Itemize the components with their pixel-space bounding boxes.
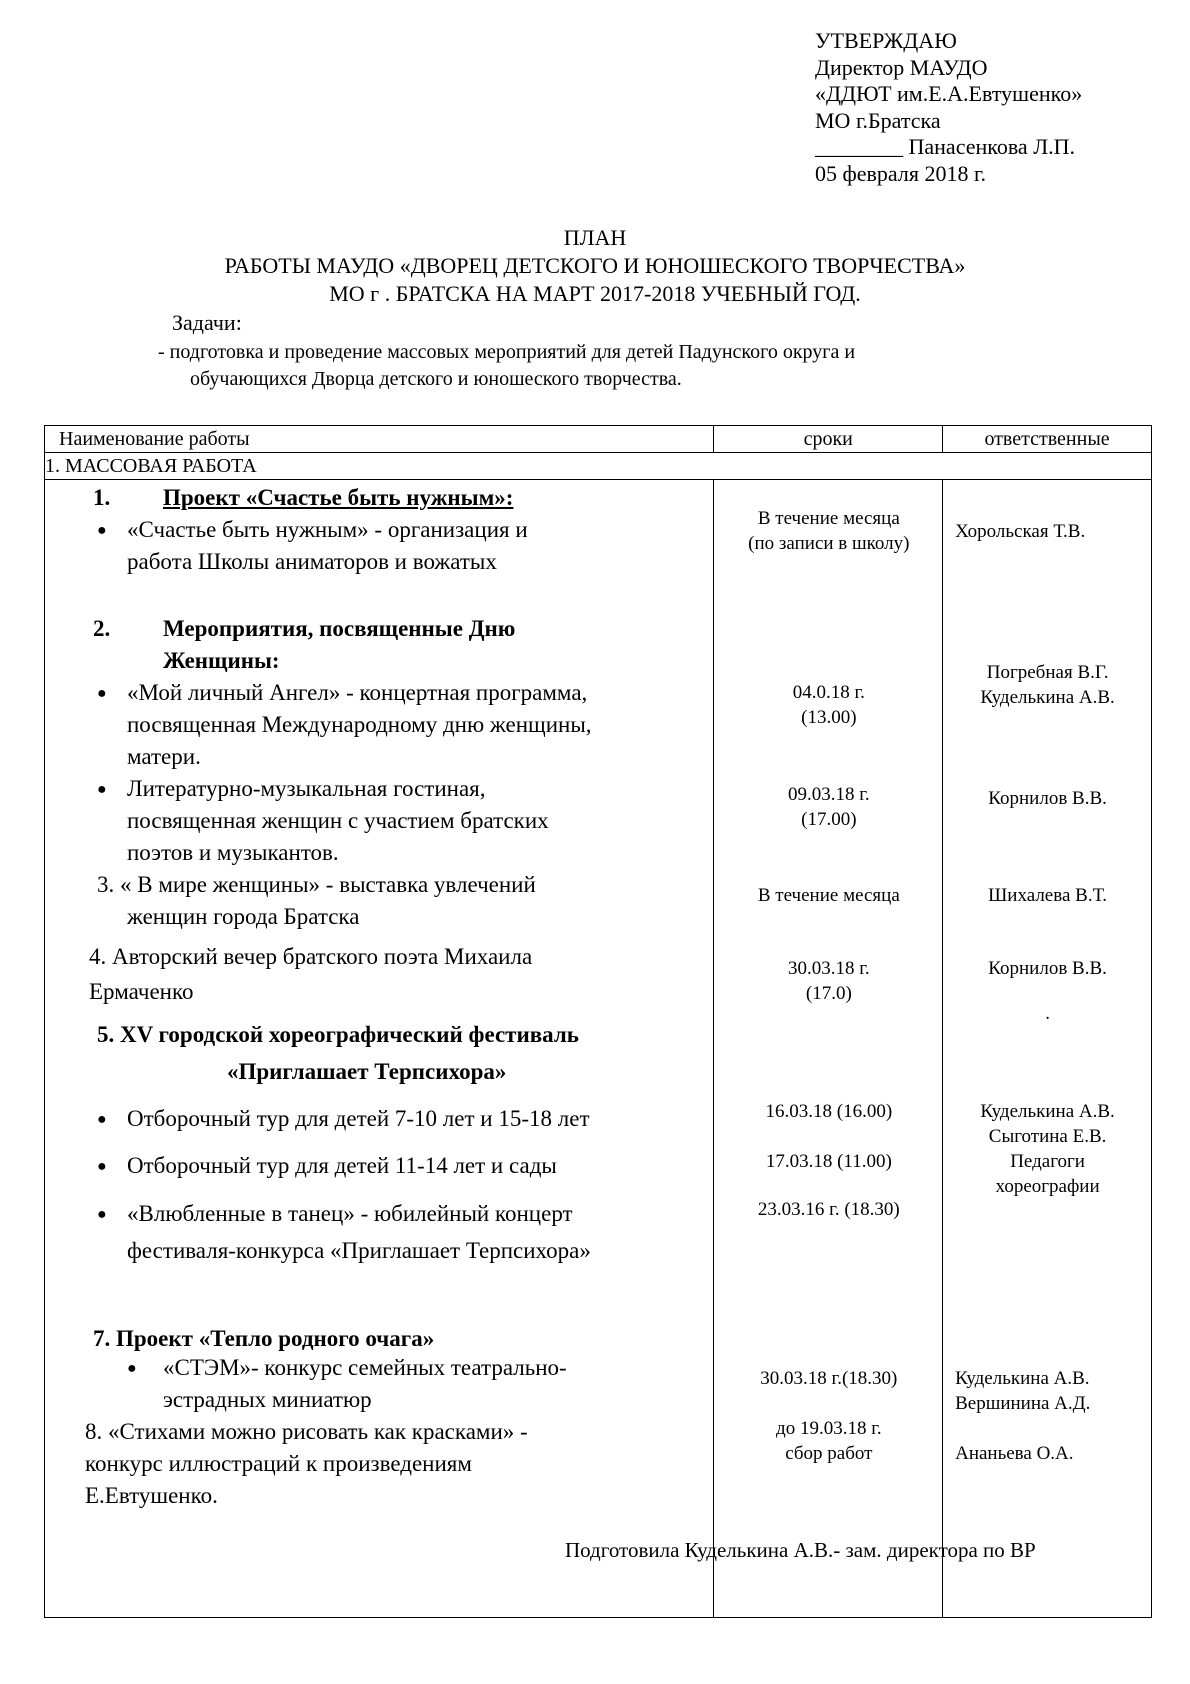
responsible-cell (943, 480, 1152, 1618)
list-item: 3. « В мире женщины» - выставка увлечений (97, 872, 536, 897)
header-name: Наименование работы (45, 426, 714, 453)
list-item: «Влюбленные в танец» - юбилейный концерт (127, 1201, 573, 1226)
date-text: сбор работ (785, 1443, 873, 1464)
responsible-name: Сыготина Е.В. (988, 1126, 1107, 1147)
bullet-icon: ● (97, 1158, 107, 1175)
section-heading: 5. XV городской хореографический фестиваль (97, 1022, 579, 1047)
date-text: 30.03.18 г.(18.30) (760, 1368, 898, 1389)
project-title: Проект «Счастье быть нужным»: (163, 485, 514, 510)
responsible-name: Педагоги (1010, 1151, 1085, 1172)
bullet-icon: ● (97, 1206, 107, 1223)
table-header-row (45, 426, 1152, 453)
list-item: 8. «Стихами можно рисовать как красками» - (85, 1419, 528, 1444)
list-item: фестиваля-конкурса «Приглашает Терпсихора» (127, 1238, 591, 1263)
list-item: эстрадных миниатюр (163, 1387, 372, 1412)
bullet-icon: ● (97, 1111, 107, 1128)
responsible-name: . (1045, 1003, 1050, 1024)
list-item: женщин города Братска (127, 904, 360, 929)
section-heading: «Приглашает Терпсихора» (227, 1059, 507, 1084)
plan-subtitle: МО г . БРАТСКА НА МАРТ 2017-2018 УЧЕБНЫЙ ГОД. (329, 281, 861, 306)
section-title: 1. МАССОВАЯ РАБОТА (45, 453, 1152, 480)
bullet-icon: ● (127, 1360, 137, 1377)
date-text: 30.03.18 г. (788, 958, 870, 979)
date-text: (по записи в школу) (748, 533, 910, 554)
list-item: Е.Евтушенко. (85, 1483, 218, 1508)
approval-signature: ________ Панасенкова Л.П. (815, 134, 1076, 159)
list-item: Отборочный тур для детей 7-10 лет и 15-18 лет (127, 1106, 590, 1131)
approval-line: «ДДЮТ им.Е.А.Евтушенко» (815, 81, 1083, 106)
responsible-name: хореографии (995, 1176, 1100, 1197)
header-dates: сроки (714, 426, 943, 453)
work-items-cell (45, 480, 714, 1618)
approval-line: УТВЕРЖДАЮ (815, 28, 957, 53)
tasks-line: обучающихся Дворца детского и юношеского творчества. (190, 368, 682, 390)
responsible-name: Куделькина А.В. (955, 1368, 1090, 1389)
list-item: Отборочный тур для детей 11-14 лет и сады (127, 1153, 557, 1178)
list-item: посвященная Международному дню женщины, (127, 712, 592, 737)
approval-line: Директор МАУДО (815, 54, 988, 80)
responsible-name: Ананьева О.А. (955, 1443, 1074, 1464)
responsible-name: Погребная В.Г. (986, 662, 1109, 683)
date-text: 04.0.18 г. (792, 682, 865, 703)
section-heading: Женщины: (163, 648, 280, 673)
list-item: Литературно-музыкальная гостиная, (127, 776, 486, 801)
dates-cell (714, 480, 943, 1618)
list-item: Ермаченко (89, 979, 194, 1004)
responsible-name: Куделькина А.В. (980, 1101, 1115, 1122)
date-text: (17.0) (805, 983, 852, 1004)
tasks-label: Задачи: (172, 310, 242, 335)
project-title: 7. Проект «Тепло родного очага» (93, 1326, 435, 1351)
date-text: до 19.03.18 г. (776, 1418, 882, 1439)
responsible-name: Вершинина А.Д. (955, 1393, 1091, 1414)
responsible-name: Корнилов В.В. (988, 958, 1107, 979)
header-responsible: ответственные (943, 426, 1152, 453)
plan-title: ПЛАН (563, 225, 627, 250)
plan-table (44, 425, 1152, 1618)
bullet-icon: ● (97, 781, 107, 798)
date-text: В течение месяца (757, 508, 900, 529)
date-text: В течение месяца (757, 885, 900, 906)
responsible-name: Шихалева В.Т. (988, 885, 1108, 906)
section-heading: Мероприятия, посвященные Дню (163, 616, 516, 641)
date-text: 17.03.18 (11.00) (765, 1151, 892, 1172)
list-item: поэтов и музыкантов. (127, 840, 339, 865)
date-text: 16.03.18 (16.00) (765, 1101, 893, 1122)
list-item: 4. Авторский вечер братского поэта Михаила (89, 944, 533, 969)
section-row (45, 453, 1152, 480)
list-item: конкурс иллюстраций к произведениям (85, 1451, 472, 1476)
approval-block (815, 28, 1082, 187)
item-number: 1. (93, 485, 111, 510)
list-item: «Мой личный Ангел» - концертная программа, (127, 680, 588, 705)
list-item: «СТЭМ»- конкурс семейных театрально- (163, 1355, 567, 1380)
date-text: (13.00) (801, 707, 857, 728)
responsible-name: Корнилов В.В. (988, 788, 1107, 809)
date-text: 09.03.18 г. (788, 784, 870, 805)
tasks-line: - подготовка и проведение массовых мероприятий для детей Падунского округа и (158, 341, 856, 363)
bullet-icon: ● (97, 685, 107, 702)
list-item: «Счастье быть нужным» - организация и (127, 517, 528, 542)
approval-date: 05 февраля 2018 г. (815, 160, 987, 186)
list-item: матери. (127, 744, 201, 769)
responsible-name: Хорольская Т.В. (955, 521, 1086, 542)
plan-subtitle: РАБОТЫ МАУДО «ДВОРЕЦ ДЕТСКОГО И ЮНОШЕСКОГО ТВОРЧЕСТВА» (224, 253, 966, 278)
list-item: посвященная женщин с участием братских (127, 808, 549, 833)
table-row (45, 480, 1152, 1618)
prepared-by: Подготовила Куделькина А.В.- зам. директора по ВР (565, 1538, 1036, 1562)
approval-line: МО г.Братска (815, 107, 941, 133)
item-number: 2. (93, 616, 111, 641)
list-item: работа Школы аниматоров и вожатых (127, 549, 497, 574)
bullet-icon: ● (97, 522, 107, 539)
responsible-name: Куделькина А.В. (980, 687, 1115, 708)
date-text: (17.00) (801, 809, 857, 830)
date-text: 23.03.16 г. (18.30) (757, 1199, 900, 1220)
